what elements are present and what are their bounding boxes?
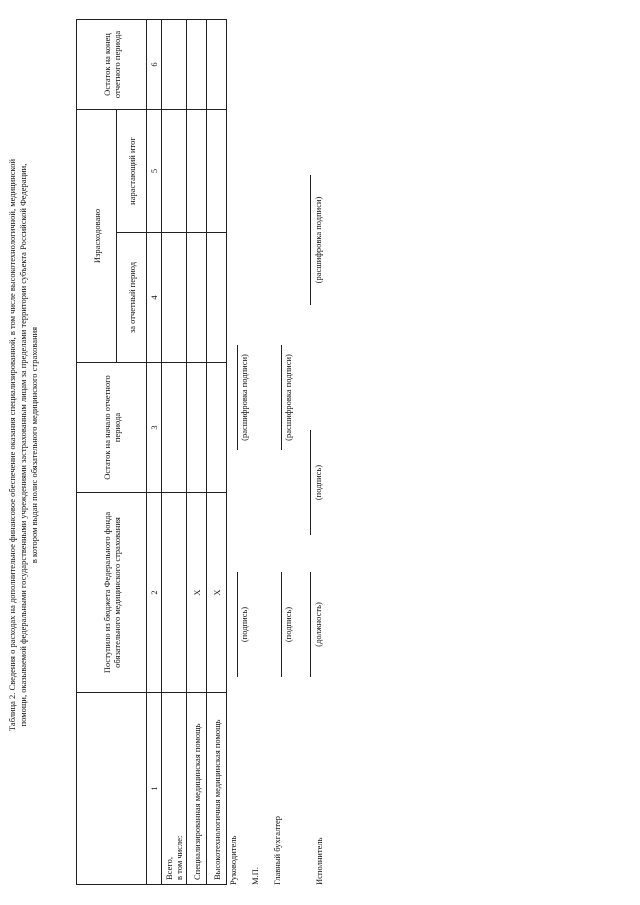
- cell-spent-cumulative: [162, 109, 187, 232]
- table-title: [7, 25, 40, 865]
- cell-spent-cumulative: [187, 109, 207, 232]
- executor-label: Исполнитель: [314, 837, 324, 885]
- cell-closing: [187, 19, 207, 109]
- row-label: Всего,: [164, 857, 174, 880]
- row-label: Высокотехнологичная медицинская помощь: [207, 693, 227, 885]
- executor-signature-line: [310, 430, 311, 535]
- column-number: 6: [147, 19, 162, 109]
- column-numbers-row: [147, 19, 162, 884]
- table-row: [187, 19, 207, 884]
- header-closing-balance: Остаток на конец отчетного периода: [77, 19, 147, 109]
- cell-spent-period: [207, 233, 227, 363]
- column-number: 3: [147, 363, 162, 493]
- mp-label: М.П.: [250, 867, 260, 885]
- header-received: Поступило из бюджета Федерального фонда обязательного медицинского страхования: [77, 493, 147, 693]
- accountant-label: Главный бухгалтер: [272, 815, 282, 885]
- accountant-decode-caption: (расшифровка подписи): [283, 354, 293, 441]
- row-label-total: [162, 693, 187, 885]
- cell-opening: [187, 363, 207, 493]
- header-spent-cumulative: нарастающий итог: [117, 109, 147, 232]
- cell-received: [162, 493, 187, 693]
- table-row: [207, 19, 227, 884]
- column-number: 5: [147, 109, 162, 232]
- cell-spent-cumulative: [207, 109, 227, 232]
- head-decode-caption: (расшифровка подписи): [239, 354, 249, 441]
- accountant-signature-caption: (подпись): [283, 606, 293, 643]
- cell-received: X: [207, 493, 227, 693]
- header-opening-balance: Остаток на начало отчетного периода: [77, 363, 147, 493]
- cell-closing: [162, 19, 187, 109]
- header-spent: Израсходовано: [77, 109, 117, 362]
- column-number: 4: [147, 233, 162, 363]
- accountant-decode-line: [281, 345, 282, 450]
- cell-spent-period: [162, 233, 187, 363]
- expenses-table: [76, 19, 227, 885]
- head-signature-line: [237, 572, 238, 677]
- accountant-signature-line: [281, 572, 282, 677]
- head-signature-caption: (подпись): [239, 606, 249, 643]
- cell-opening: [207, 363, 227, 493]
- cell-received: X: [187, 493, 207, 693]
- title-line-3: в котором выдан полис обязательного медицинского страхования: [29, 326, 39, 564]
- head-decode-line: [237, 345, 238, 450]
- executor-decode-line: [310, 175, 311, 305]
- header-spent-period: за отчетный период: [117, 233, 147, 363]
- header-empty-cell: [77, 693, 147, 885]
- column-number: 1: [147, 693, 162, 885]
- executor-position-caption: (должность): [313, 602, 323, 647]
- executor-decode-caption: (расшифровка подписи): [313, 196, 323, 284]
- head-label: Руководитель: [228, 835, 238, 885]
- cell-closing: [207, 19, 227, 109]
- title-line-2: помощи, оказываемой федеральными государственными учреждениями застрахованным лицам за пределами территории субъекта Российской Федерации,: [18, 163, 28, 727]
- row-sublabel: в том числе:: [174, 835, 184, 880]
- cell-spent-period: [187, 233, 207, 363]
- executor-signature-caption: (подпись): [313, 464, 323, 501]
- column-number: 2: [147, 493, 162, 693]
- row-label: Специализированная медицинская помощь: [187, 693, 207, 885]
- title-line-1: Таблица 2. Сведения о расходах на дополнительное финансовое обеспечение оказания специализированной, в том числе высокотехнологичной, медицинской: [7, 158, 17, 732]
- executor-position-line: [310, 572, 311, 677]
- table-row: [162, 19, 187, 884]
- cell-opening: [162, 363, 187, 493]
